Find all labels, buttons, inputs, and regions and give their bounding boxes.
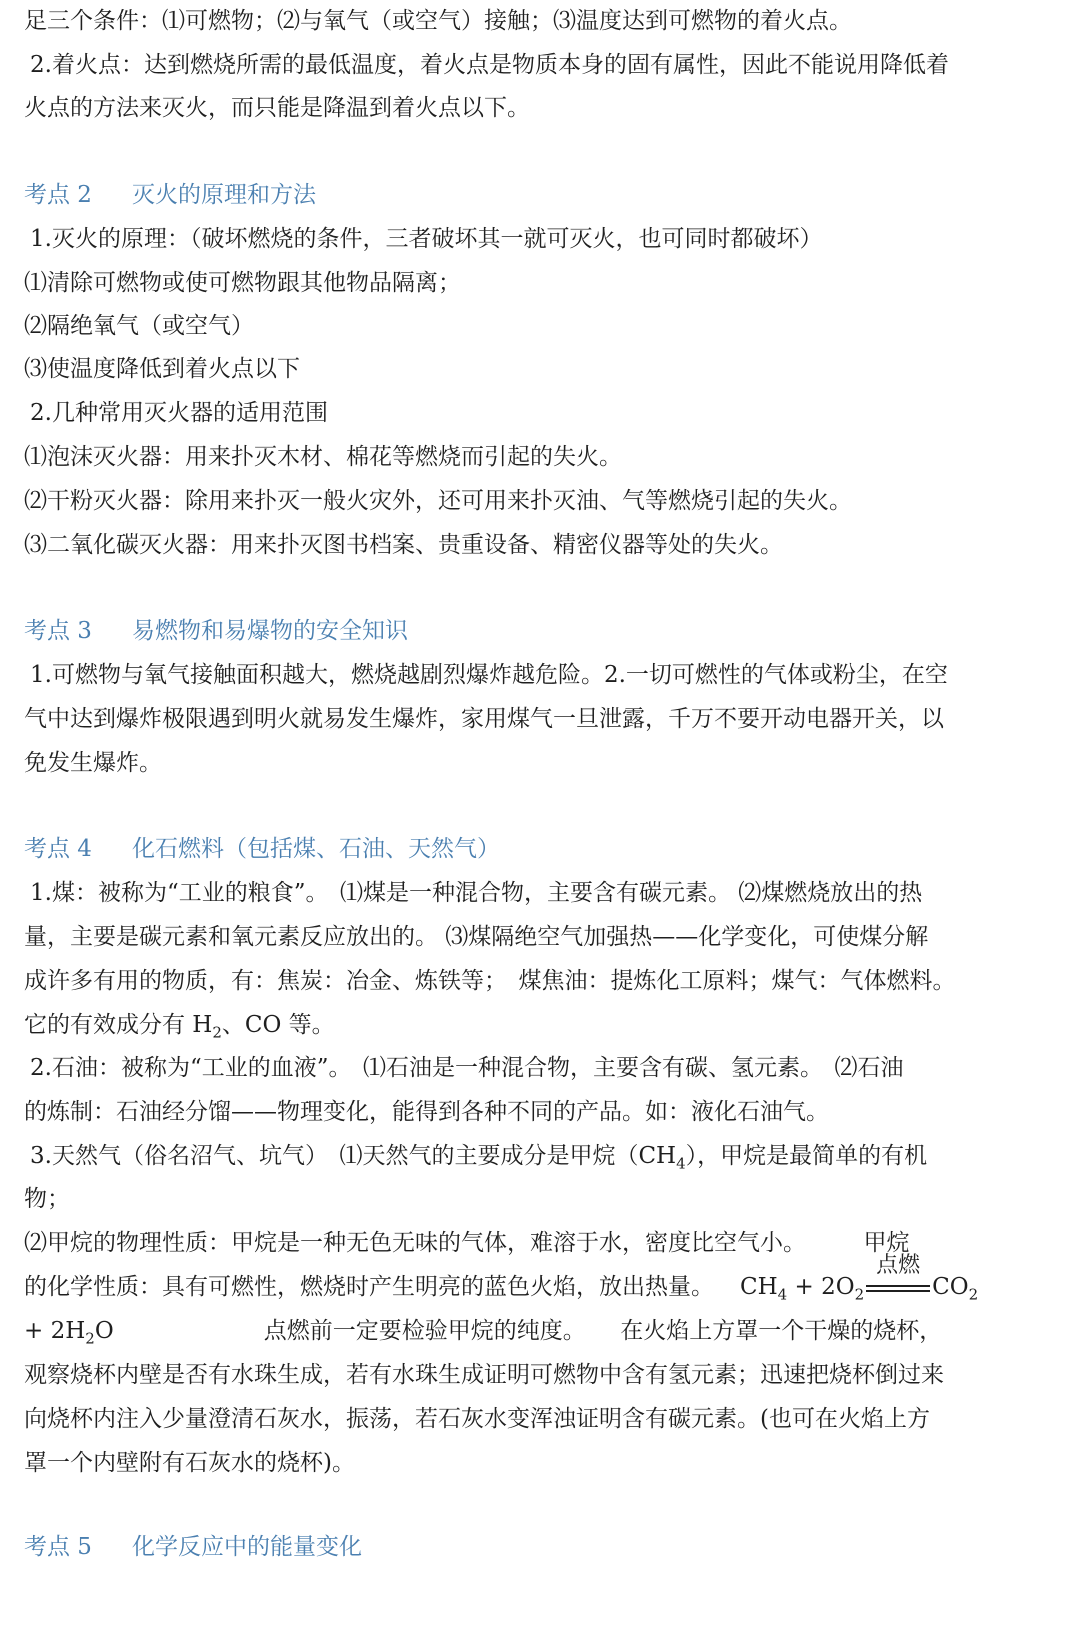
s2-line-6: ⑴泡沫灭火器：用来扑灭木材、棉花等燃烧而引起的失火。 (24, 444, 622, 470)
s4-line-10-text: 的化学性质：具有可燃性，燃烧时产生明亮的蓝色火焰，放出热量。 (24, 1274, 714, 1300)
s4-line-7-text: 3.天然气（俗名沼气、坑气） ⑴天然气的主要成分是甲烷（CH (30, 1143, 677, 1169)
s4-line-4 (24, 1010, 335, 1040)
s2-line-4: ⑶使温度降低到着火点以下 (24, 356, 300, 382)
s4-line-9: ⑵甲烷的物理性质：甲烷是一种无色无味的气体，难溶于水，密度比空气小。 甲烷 (24, 1230, 910, 1256)
s4-line-12: 观察烧杯内壁是否有水珠生成，若有水珠生成证明可燃物中含有氢元素；迅速把烧杯倒过来 (24, 1362, 944, 1388)
eq-ch-sub: 4 (777, 1285, 788, 1304)
s3-line-3: 免发生爆炸。 (24, 750, 162, 776)
section-2-heading (24, 180, 316, 210)
reaction-arrow (864, 1253, 932, 1302)
eq-h2o-tail: O (94, 1318, 114, 1344)
eq-o-sub: 2 (854, 1285, 865, 1304)
s2-line-7: ⑵干粉灭火器：除用来扑灭一般火灾外，还可用来扑灭油、气等燃烧引起的失火。 (24, 488, 852, 514)
s4-line-2: 量，主要是碳元素和氧元素反应放出的。 ⑶煤隔绝空气加强热——化学变化，可使煤分解 (24, 924, 929, 950)
section-4-number: 考点 4 (24, 836, 92, 862)
equals-sign (866, 1285, 930, 1292)
s2-line-2: ⑴清除可燃物或使可燃物跟其他物品隔离； (24, 270, 461, 296)
reaction-condition: 点燃 (876, 1253, 921, 1278)
s4-line-11-text: 点燃前一定要检验甲烷的纯度。 在火焰上方罩一个干燥的烧杯， (263, 1318, 943, 1344)
section-3-number: 考点 3 (24, 618, 92, 644)
intro-line-3: 火点的方法来灭火，而只能是降温到着火点以下。 (24, 95, 530, 121)
section-4-title: 化石燃料（包括煤、石油、天然气） (132, 836, 500, 862)
intro-line-1: 足三个条件：⑴可燃物；⑵与氧气（或空气）接触；⑶温度达到可燃物的着火点。 (24, 8, 852, 34)
eq-co: CO (932, 1274, 969, 1300)
section-2-number: 考点 2 (24, 182, 92, 208)
section-4-heading (24, 834, 500, 864)
s4-line-13: 向烧杯内注入少量澄清石灰水，振荡，若石灰水变浑浊证明含有碳元素。(也可在火焰上方 (24, 1406, 930, 1432)
s4-line-14: 罩一个内壁附有石灰水的烧杯)。 (24, 1450, 355, 1476)
methane-combustion-equation (740, 1253, 979, 1304)
s4-line-3: 成许多有用的物质，有：焦炭：冶金、炼铁等； 煤焦油：提炼化工原料；煤气：气体燃料。 (24, 968, 956, 994)
s4-line-10 (24, 1253, 979, 1304)
eq-plus-o: + 2O (787, 1274, 855, 1300)
h2o-subscript: 2 (85, 1329, 95, 1348)
s4-line-4-text: 它的有效成分有 H (24, 1012, 213, 1038)
s2-line-3: ⑵隔绝氧气（或空气） (24, 313, 254, 339)
s4-line-4-tail: 、CO 等。 (221, 1012, 335, 1038)
section-3-title: 易燃物和易爆物的安全知识 (132, 618, 408, 644)
s3-line-2: 气中达到爆炸极限遇到明火就易发生爆炸，家用煤气一旦泄露，千万不要开动电器开关，以 (24, 706, 944, 732)
s4-line-1: 1.煤：被称为“工业的粮食”。 ⑴煤是一种混合物，主要含有碳元素。 ⑵煤燃烧放出的热 (30, 880, 923, 906)
section-5-title: 化学反应中的能量变化 (132, 1534, 362, 1560)
s4-line-6: 的炼制：石油经分馏——物理变化，能得到各种不同的产品。如：液化石油气。 (24, 1099, 829, 1125)
s2-line-1: 1.灭火的原理：（破坏燃烧的条件，三者破坏其一就可灭火，也可同时都破坏） (30, 226, 823, 252)
ch4-subscript: 4 (676, 1154, 686, 1173)
s4-line-7-tail: ），甲烷是最简单的有机 (685, 1143, 928, 1169)
eq-co-sub: 2 (968, 1285, 979, 1304)
s4-line-7 (30, 1141, 927, 1171)
section-3-heading (24, 616, 408, 646)
s2-line-5: 2.几种常用灭火器的适用范围 (30, 400, 328, 426)
s3-line-1: 1.可燃物与氧气接触面积越大，燃烧越剧烈爆炸越危险。2.一切可燃性的气体或粉尘，在空 (30, 662, 948, 688)
s4-line-5: 2.石油：被称为“工业的血液”。 ⑴石油是一种混合物，主要含有碳、氢元素。 ⑵石油 (30, 1055, 904, 1081)
eq-h2o-text: + 2H (24, 1318, 86, 1344)
section-5-heading (24, 1532, 362, 1562)
h2-subscript: 2 (212, 1023, 222, 1042)
eq-ch: CH (740, 1274, 778, 1300)
s4-line-11 (24, 1316, 942, 1346)
intro-line-2: 2.着火点：达到燃烧所需的最低温度，着火点是物质本身的固有属性，因此不能说用降低着 (30, 52, 949, 78)
s2-line-8: ⑶二氧化碳灭火器：用来扑灭图书档案、贵重设备、精密仪器等处的失火。 (24, 532, 783, 558)
section-2-title: 灭火的原理和方法 (132, 182, 316, 208)
s4-line-8: 物； (24, 1186, 70, 1212)
section-5-number: 考点 5 (24, 1534, 92, 1560)
